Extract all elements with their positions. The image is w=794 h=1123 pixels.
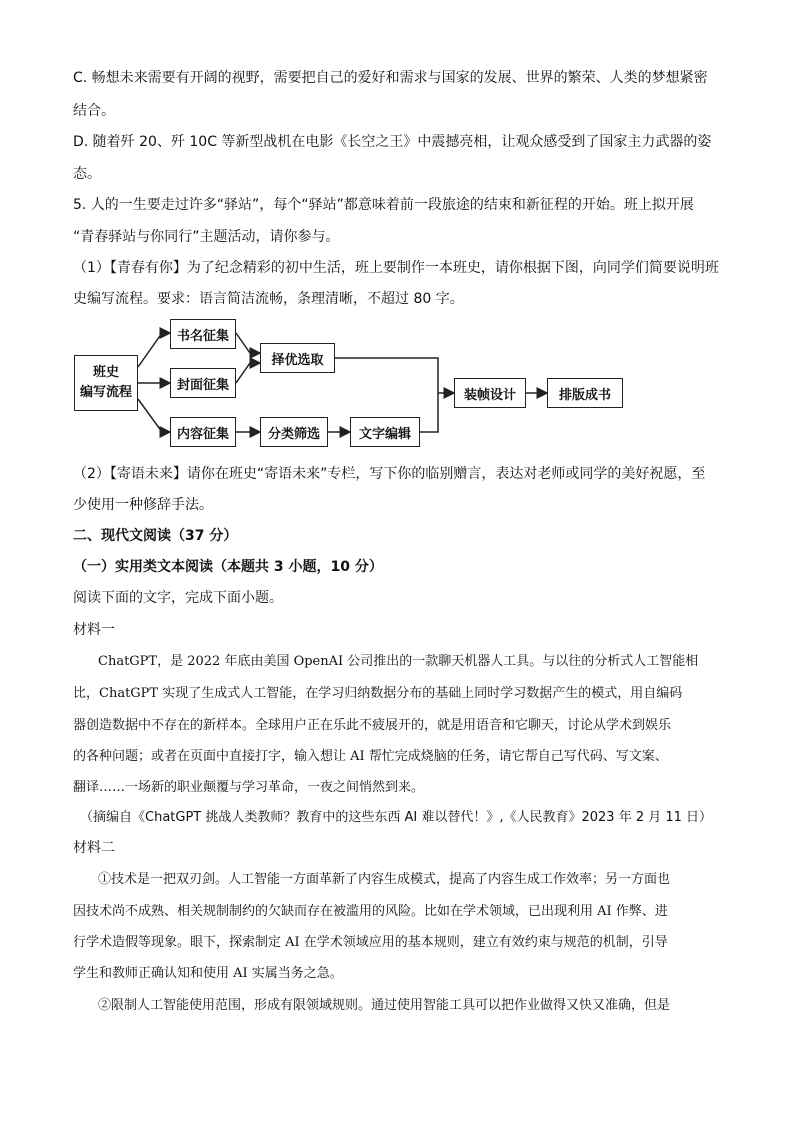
flow-content-collection-box: 内容征集 — [170, 417, 236, 447]
flow-start-line2: 编写流程 — [79, 385, 132, 400]
material-1-paragraph-line: ChatGPT，是 2022 年底由美国 OpenAI 公司推出的一款聊天机器人工具。与以往的分析式人工智能相 — [98, 654, 699, 669]
subquestion-1-text-cont: 史编写流程。要求：语言简洁流畅，条理清晰，不超过 80 字。 — [73, 291, 464, 307]
flow-start-box — [74, 355, 138, 411]
option-d-text: D. 随着歼 20、歼 10C 等新型战机在电影《长空之王》中震撼亮相，让观众感受到了国家主力武器的姿 — [73, 134, 712, 150]
subquestion-2-text-cont: 少使用一种修辞手法。 — [73, 497, 213, 513]
question-5-text: 5. 人的一生要走过许多“驿站”，每个“驿站”都意味着前一段旅途的结束和新征程的开始。班上拟开展 — [73, 197, 694, 213]
material-2-paragraph-line: 学生和教师正确认知和使用 AI 实属当务之急。 — [73, 966, 343, 981]
flow-start-line1: 班史 — [92, 365, 119, 380]
flowchart — [70, 315, 640, 450]
material-2-label: 材料二 — [73, 840, 115, 856]
flow-selection-box: 择优选取 — [260, 343, 335, 373]
flow-sorting-box: 分类筛选 — [260, 417, 328, 447]
section-heading: 二、现代文阅读（37 分） — [73, 528, 238, 544]
subquestion-1-text: （1）【青春有你】为了纪念精彩的初中生活，班上要制作一本班史，请你根据下图，向同学们简要说明班 — [73, 260, 719, 276]
material-2-paragraph-line: ①技术是一把双刃剑。人工智能一方面革新了内容生成模式，提高了内容生成工作效率；另一方面也 — [98, 872, 671, 887]
option-d-text-cont: 态。 — [73, 166, 101, 182]
subquestion-2-text: （2）【寄语未来】请你在班史“寄语未来”专栏，写下你的临别赠言，表达对老师或同学的美好祝愿，至 — [73, 466, 706, 482]
material-1-label: 材料一 — [73, 622, 115, 638]
option-c-text: C. 畅想未来需要有开阔的视野，需要把自己的爱好和需求与国家的发展、世界的繁荣、人类的梦想紧密 — [73, 70, 708, 86]
flow-editing-box: 文字编辑 — [350, 417, 420, 447]
material-1-paragraph-line: 翻译……一场新的职业颠覆与学习革命，一夜之间悄然到来。 — [73, 780, 425, 795]
flow-binding-design-box: 装帧设计 — [454, 378, 526, 408]
reading-instruction: 阅读下面的文字，完成下面小题。 — [73, 590, 283, 606]
material-1-paragraph-line: 比，ChatGPT 实现了生成式人工智能，在学习归纳数据分布的基础上同时学习数据产生的模式，用自编码 — [73, 686, 683, 701]
option-c-text-cont: 结合。 — [73, 103, 115, 119]
material-2-paragraph-line: 因技术尚不成熟、相关规制制约的欠缺而存在被滥用的风险。比如在学术领域，已出现利用 AI 作弊、进 — [73, 904, 668, 919]
flow-cover-collection-box: 封面征集 — [170, 368, 236, 398]
material-1-paragraph-line: 的各种问题；或者在页面中直接打字，输入想让 AI 帮忙完成烧脑的任务，请它帮自己写代码、写文案、 — [73, 749, 668, 764]
flow-title-collection-box: 书名征集 — [170, 319, 236, 349]
material-2-paragraph-line: ②限制人工智能使用范围，形成有限领域规则。通过使用智能工具可以把作业做得又快又准确，但是 — [98, 998, 671, 1013]
material-1-paragraph-line: 器创造数据中不存在的新样本。全球用户正在乐此不疲展开的，就是用语音和它聊天，讨论从学术到娱乐 — [73, 718, 672, 733]
flow-typesetting-box: 排版成书 — [547, 378, 623, 408]
subsection-heading: （一）实用类文本阅读（本题共 3 小题，10 分） — [73, 559, 383, 575]
source-citation: （摘编自《ChatGPT 挑战人类教师？教育中的这些东西 AI 难以替代！》,《人民教育》2023 年 2 月 11 日） — [80, 810, 713, 825]
material-2-paragraph-line: 行学术造假等现象。眼下，探索制定 AI 在学术领域应用的基本规则，建立有效约束与规范的机制，引导 — [73, 935, 668, 950]
question-5-text-cont: “青春驿站与你同行”主题活动，请你参与。 — [73, 229, 340, 245]
